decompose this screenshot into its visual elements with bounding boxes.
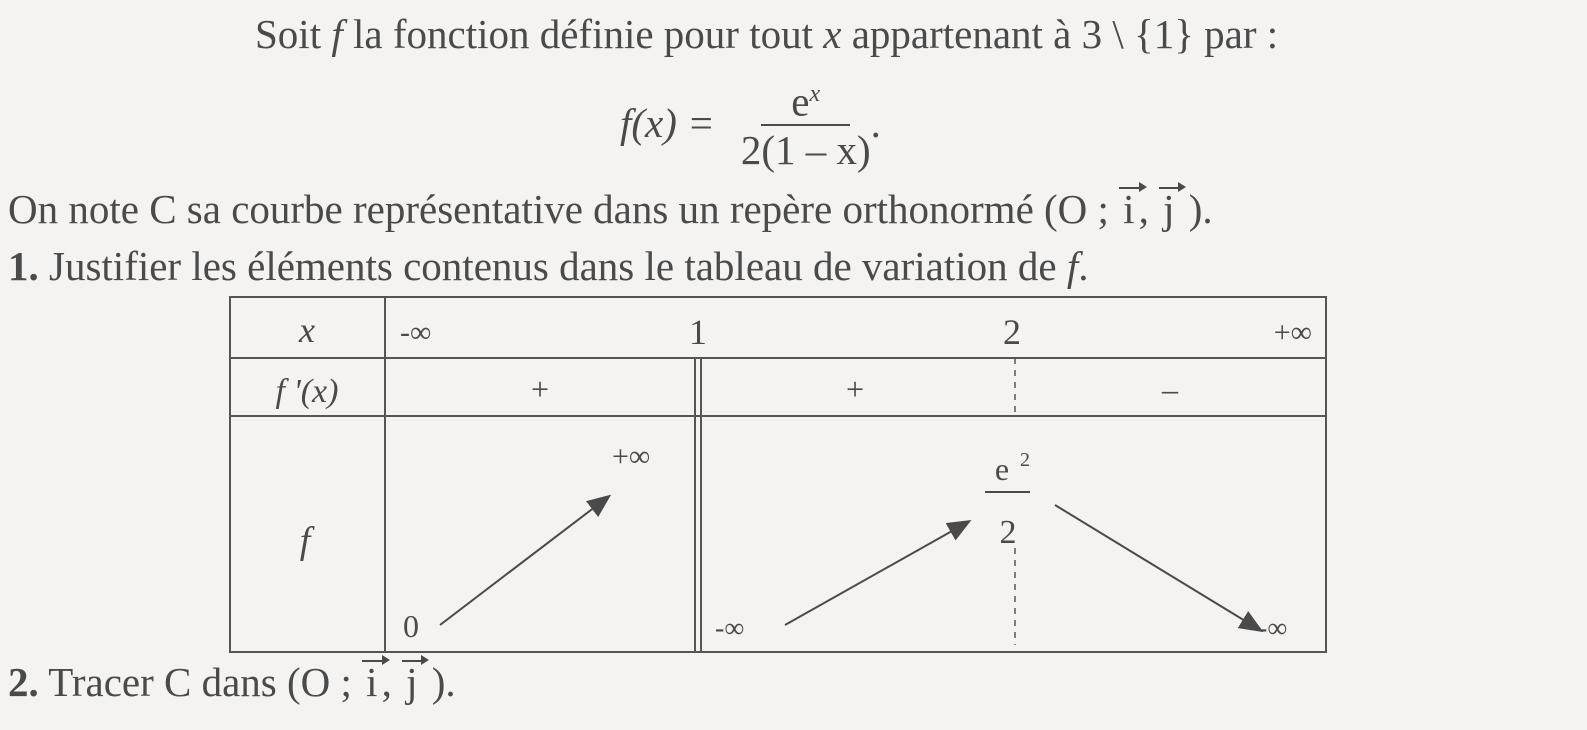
question-2-end: ). (421, 659, 456, 705)
numerator-exponent: x (809, 81, 821, 107)
vector-i-q2: i (362, 658, 381, 706)
question-2-sep: , (381, 659, 403, 705)
intro-f: f (331, 11, 343, 57)
function-label: f (299, 520, 311, 562)
formula-end: . (870, 99, 881, 146)
deriv-sign-2: + (845, 371, 865, 407)
note-sep: , (1138, 186, 1160, 232)
deriv-sign-1: + (530, 371, 550, 407)
question-2 (8, 658, 456, 706)
question-1-number: 1. (8, 243, 39, 289)
intro-prefix: Soit (255, 11, 332, 57)
derivative-label: f '(x) (275, 373, 339, 410)
x-value-plus-infinity: +∞ (1273, 316, 1312, 349)
vector-j-q2: j (402, 658, 421, 706)
formula-denominator: 2(1 – x) (740, 126, 871, 173)
vector-i: i (1119, 185, 1138, 233)
x-value-1: 1 (689, 312, 707, 352)
f-left-start: 0 (403, 608, 419, 644)
note-end: ). (1178, 186, 1213, 232)
f-left-end: +∞ (612, 440, 651, 473)
increase-arrow-1 (440, 497, 608, 625)
question-1-text: Justifier les éléments contenus dans le tableau de variation de (38, 243, 1067, 289)
increase-arrow-2 (785, 522, 968, 625)
x-value-minus-infinity: -∞ (400, 316, 432, 349)
max-exponent: 2 (1020, 449, 1030, 471)
decrease-arrow (1055, 505, 1260, 630)
formula-lhs: f(x) = (620, 99, 715, 146)
note-text: On note C sa courbe représentative dans un repère orthonormé (O ; (8, 186, 1120, 232)
x-label: x (299, 310, 315, 350)
x-value-2: 2 (1003, 312, 1021, 352)
deriv-sign-3: – (1162, 371, 1178, 407)
intro-middle: la fonction définie pour tout (342, 11, 824, 57)
numerator-base: e (791, 78, 810, 125)
question-1-f: f (1066, 243, 1079, 289)
f-right-end: -∞ (1258, 613, 1288, 644)
table-border (230, 297, 1326, 652)
question-2-number: 2. (8, 659, 39, 705)
max-denominator: 2 (999, 514, 1017, 551)
question-1-end: . (1078, 243, 1089, 289)
f-mid-start: -∞ (715, 613, 745, 644)
max-numerator: e (994, 451, 1010, 487)
intro-x: x (823, 11, 842, 57)
intro-suffix: appartenant à 3 \ {1} par : (841, 11, 1279, 57)
question-2-text: Tracer C dans (O ; (38, 659, 363, 705)
vector-j: j (1159, 185, 1178, 233)
